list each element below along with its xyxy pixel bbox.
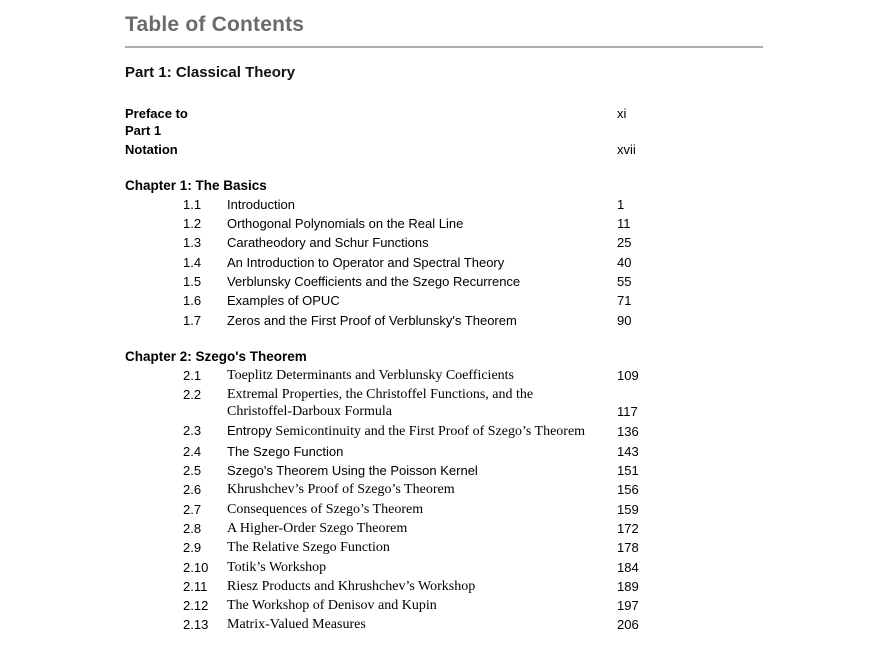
entry-page: 143 <box>617 443 639 459</box>
entry-title: Riesz Products and Khrushchev’s Workshop <box>227 578 476 594</box>
chapter-section <box>125 347 763 635</box>
entry-title: Khrushchev’s Proof of Szego’s Theorem <box>227 482 455 498</box>
chapter-heading: Chapter 2: Szego's Theorem <box>125 348 307 364</box>
entry-title: Orthogonal Polynomials on the Real Line <box>227 216 464 232</box>
entry-number: 2.8 <box>183 520 202 536</box>
entry-number: 1.6 <box>183 293 202 309</box>
entry-page: 25 <box>617 235 632 251</box>
entry-page: 156 <box>617 482 639 498</box>
entry-page: 40 <box>617 254 632 270</box>
entry-page: 117 <box>617 403 638 419</box>
toc-entry-row <box>125 596 763 615</box>
entry-page: 197 <box>617 598 639 614</box>
entry-number: 2.6 <box>183 482 202 498</box>
entry-title: Extremal Properties, the Christoffel Functions, and the Christoffel-Darboux Formula <box>227 387 534 419</box>
entry-title: Introduction <box>227 196 295 212</box>
toc-entry-row <box>125 272 763 291</box>
entry-title: Szego's Theorem Using the Poisson Kernel <box>227 463 478 479</box>
entry-number: 1.4 <box>183 254 202 270</box>
toc-entry-row <box>125 253 763 272</box>
entry-title: Consequences of Szego’s Theorem <box>227 501 424 517</box>
entry-number: 2.2 <box>183 387 202 403</box>
entry-number: 2.12 <box>183 598 209 614</box>
entry-title: The Workshop of Denisov and Kupin <box>227 598 437 614</box>
front-matter-row <box>125 106 763 139</box>
chapter-heading: Chapter 1: The Basics <box>125 177 267 193</box>
entry-number: 2.10 <box>183 559 209 575</box>
entry-title: An Introduction to Operator and Spectral Theory <box>227 254 505 270</box>
entry-title: Totik’s Workshop <box>227 559 327 575</box>
page-title: Table of Contents <box>125 13 305 36</box>
entry-number: 2.4 <box>183 443 202 459</box>
front-matter-list <box>125 106 763 159</box>
entry-number: 1.1 <box>183 196 202 212</box>
part-heading: Part 1: Classical Theory <box>125 64 296 81</box>
entry-title: Matrix-Valued Measures <box>227 617 366 633</box>
entry-number: 2.5 <box>183 463 202 479</box>
chapters <box>125 176 763 635</box>
entry-title: Toeplitz Determinants and Verblunsky Coefficients <box>227 368 514 384</box>
toc-entry-row <box>125 311 763 330</box>
entry-page: 1 <box>617 196 625 212</box>
entry-page: 184 <box>617 559 639 575</box>
chapter-section <box>125 176 763 330</box>
entry-page: 172 <box>617 520 639 536</box>
toc-entry-row <box>125 442 763 461</box>
entry-number: 2.7 <box>183 501 202 517</box>
entry-title: Caratheodory and Schur Functions <box>227 235 429 251</box>
toc-entry-row <box>125 461 763 480</box>
entry-page: 109 <box>617 368 639 384</box>
toc-entry-row <box>125 500 763 519</box>
entry-number: 2.9 <box>183 540 202 556</box>
entry-page: 55 <box>617 273 632 289</box>
entry-page: 90 <box>617 312 632 328</box>
entry-title <box>227 421 617 441</box>
title-segment: Semicontinuity and the First Proof of Szego’s Theorem <box>275 424 586 440</box>
entry-title: Zeros and the First Proof of Verblunsky's Theorem <box>227 312 517 328</box>
toc-entry-row <box>125 291 763 310</box>
entry-page: 159 <box>617 501 639 517</box>
entry-number: 2.11 <box>183 578 208 594</box>
entry-number: 1.3 <box>183 235 202 251</box>
front-label: Preface to Part 1 <box>125 106 188 138</box>
entry-page: 178 <box>617 540 639 556</box>
toc-entry-row <box>125 385 763 421</box>
front-matter-row <box>125 142 763 159</box>
toc-document <box>125 0 763 635</box>
entry-page: 11 <box>617 216 631 232</box>
entry-number: 2.1 <box>183 368 202 384</box>
toc-entry-row <box>125 480 763 499</box>
entry-number: 1.5 <box>183 273 202 289</box>
entry-page: 189 <box>617 578 639 594</box>
entry-page: 151 <box>617 463 639 479</box>
toc-entry-row <box>125 214 763 233</box>
entry-number: 1.7 <box>183 312 202 328</box>
toc-entry-row <box>125 195 763 214</box>
toc-entry-row <box>125 558 763 577</box>
toc-entry-row <box>125 519 763 538</box>
entry-number: 1.2 <box>183 216 202 232</box>
toc-entry-row <box>125 615 763 634</box>
entry-title: Examples of OPUC <box>227 293 340 309</box>
toc-entry-row <box>125 538 763 557</box>
entry-number: 2.13 <box>183 617 209 633</box>
entry-page: 71 <box>617 293 632 309</box>
front-page: xi <box>617 106 627 121</box>
title-divider <box>125 46 763 48</box>
entry-page: 136 <box>617 424 639 440</box>
toc-entry-row <box>125 366 763 385</box>
toc-entry-row <box>125 577 763 596</box>
front-label: Notation <box>125 142 178 157</box>
entry-page: 206 <box>617 617 639 633</box>
entry-title: The Relative Szego Function <box>227 540 390 556</box>
toc-entry-row <box>125 233 763 252</box>
entry-title: Verblunsky Coefficients and the Szego Recurrence <box>227 273 521 289</box>
front-page: xvii <box>617 142 636 157</box>
title-segment: Entropy <box>227 423 276 439</box>
entry-title: The Szego Function <box>227 443 344 459</box>
entry-number: 2.3 <box>183 423 202 439</box>
entry-title: A Higher-Order Szego Theorem <box>227 520 408 536</box>
toc-entry-row <box>125 421 763 441</box>
